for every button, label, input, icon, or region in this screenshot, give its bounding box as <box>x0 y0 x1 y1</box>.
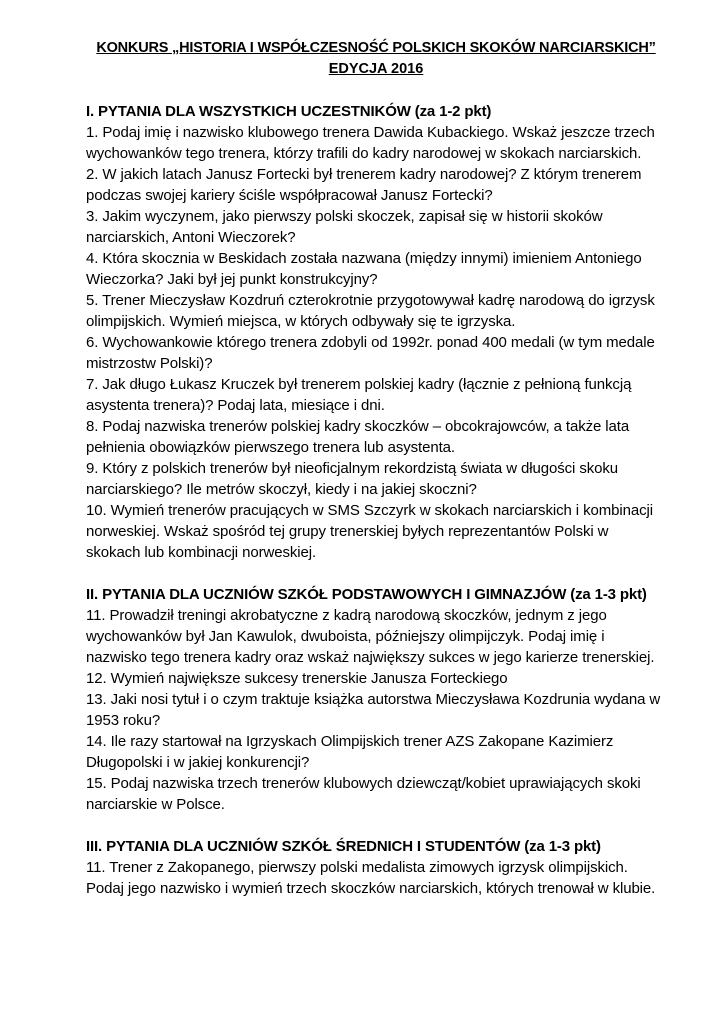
section-heading: I. PYTANIA DLA WSZYSTKICH UCZESTNIKÓW (za 1-2 pkt) <box>86 103 492 120</box>
question-item: 12. Wymień największe sukcesy trenerskie Janusza Forteckiego <box>86 670 508 687</box>
question-item: 10. Wymień trenerów pracujących w SMS Szczyrk w skokach narciarskich i kombinacji norweskiej. Wskaż spośród tej grupy trenerskiej byłych reprezentantów Polski w skokach lub kombinacji norweskiej. <box>86 502 653 561</box>
question-item: 2. W jakich latach Janusz Fortecki był trenerem kadry narodowej? Z którym trenerem podczas swojej kariery ściśle współpracował Janusz Fortecki? <box>86 166 642 204</box>
question-item: 5. Trener Mieczysław Kozdruń czterokrotnie przygotowywał kadrę narodową do igrzysk olimpijskich. Wymień miejsca, w których odbywały się te igrzyska. <box>86 292 655 330</box>
section-secondary-schools <box>86 836 666 899</box>
section-primary-schools <box>86 584 666 815</box>
question-item: 11. Prowadził treningi akrobatyczne z kadrą narodową skoczków, jednym z jego wychowanków był Jan Kawulok, dwuboista, późniejszy olimpijczyk. Podaj imię i nazwisko tego trenera kadry oraz wskaż największy sukces w jego karierze trenerskiej. <box>86 607 655 666</box>
section-heading: II. PYTANIA DLA UCZNIÓW SZKÓŁ PODSTAWOWYCH I GIMNAZJÓW (za 1-3 pkt) <box>86 586 647 603</box>
question-item: 9. Który z polskich trenerów był nieoficjalnym rekordzistą świata w długości skoku narciarskiego? Ile metrów skoczył, kiedy i na jakiej skoczni? <box>86 460 619 498</box>
question-item: 15. Podaj nazwiska trzech trenerów klubowych dziewcząt/kobiet uprawiających skoki narciarskie w Polsce. <box>86 775 641 813</box>
question-item: 11. Trener z Zakopanego, pierwszy polski medalista zimowych igrzysk olimpijskich. Podaj jego nazwisko i wymień trzech skoczków narciarskich, których trenował w klubie. <box>86 859 656 897</box>
section-all-participants <box>86 101 666 563</box>
question-item: 14. Ile razy startował na Igrzyskach Olimpijskich trener AZS Zakopane Kazimierz Długopolski i w jakiej konkurencji? <box>86 733 614 771</box>
question-item: 4. Która skocznia w Beskidach została nazwana (między innymi) imieniem Antoniego Wieczorka? Jaki był jej punkt konstrukcyjny? <box>86 250 642 288</box>
question-item: 3. Jakim wyczynem, jako pierwszy polski skoczek, zapisał się w historii skoków narciarskich, Antoni Wieczorek? <box>86 208 603 246</box>
document-subtitle: EDYCJA 2016 <box>328 61 424 77</box>
question-item: 13. Jaki nosi tytuł i o czym traktuje książka autorstwa Mieczysława Kozdrunia wydana w 1953 roku? <box>86 691 661 729</box>
question-item: 7. Jak długo Łukasz Kruczek był trenerem polskiej kadry (łącznie z pełnioną funkcją asystenta trenera)? Podaj lata, miesiące i dni. <box>86 376 632 414</box>
question-item: 8. Podaj nazwiska trenerów polskiej kadry skoczków – obcokrajowców, a także lata pełnienia obowiązków pierwszego trenera lub asystenta. <box>86 418 630 456</box>
question-item: 1. Podaj imię i nazwisko klubowego trenera Dawida Kubackiego. Wskaż jeszcze trzech wychowanków tego trenera, którzy trafili do kadry narodowej w skokach narciarskich. <box>86 124 655 162</box>
question-item: 6. Wychowankowie którego trenera zdobyli od 1992r. ponad 400 medali (w tym medale mistrzostw Polski)? <box>86 334 655 372</box>
document-title: KONKURS „HISTORIA I WSPÓŁCZESNOŚĆ POLSKICH SKOKÓW NARCIARSKICH” <box>96 40 656 56</box>
document-page <box>86 38 666 920</box>
section-heading: III. PYTANIA DLA UCZNIÓW SZKÓŁ ŚREDNICH I STUDENTÓW (za 1-3 pkt) <box>86 838 601 855</box>
